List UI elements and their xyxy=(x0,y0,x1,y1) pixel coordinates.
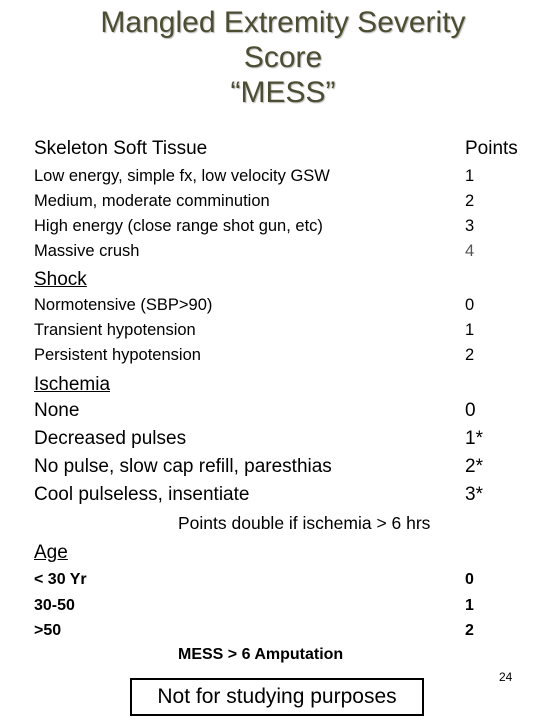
points-value: 4 xyxy=(465,242,475,260)
points-value: 2 xyxy=(465,346,475,364)
title-line-2: Score xyxy=(243,41,323,74)
list-item: No pulse, slow cap refill, paresthias xyxy=(34,456,332,477)
list-item: Low energy, simple fx, low velocity GSW xyxy=(34,167,330,185)
slide-title xyxy=(0,5,540,110)
skeleton-labels xyxy=(34,164,330,264)
points-value: 0 xyxy=(465,400,476,421)
list-item: 30-50 xyxy=(34,596,75,614)
list-item: >50 xyxy=(34,622,62,639)
points-value: 3* xyxy=(465,484,483,505)
list-item: Persistent hypotension xyxy=(34,346,201,364)
list-item: < 30 Yr xyxy=(34,571,87,588)
points-value: 2* xyxy=(465,456,483,477)
shock-points xyxy=(465,293,474,368)
list-item: Cool pulseless, insentiate xyxy=(34,484,250,505)
list-item: Decreased pulses xyxy=(34,428,187,449)
points-value: 1 xyxy=(465,321,475,339)
age-points xyxy=(465,567,474,644)
points-value: 3 xyxy=(465,217,475,235)
amputation-threshold: MESS > 6 Amputation xyxy=(178,646,344,663)
ischemia-points xyxy=(465,397,483,509)
stamp-text: Not for studying purposes xyxy=(157,685,397,708)
watermark-stamp xyxy=(130,678,424,716)
points-value: 2 xyxy=(465,622,474,639)
list-item: Medium, moderate comminution xyxy=(34,192,270,210)
list-item: High energy (close range shot gun, etc) xyxy=(34,217,323,235)
points-value: 0 xyxy=(465,571,474,588)
list-item: Transient hypotension xyxy=(34,321,196,339)
shock-heading: Shock xyxy=(34,269,87,290)
points-value: 1* xyxy=(465,428,483,449)
page-number: 24 xyxy=(499,670,513,684)
points-value: 0 xyxy=(465,296,475,314)
age-heading: Age xyxy=(34,542,68,563)
ischemia-labels xyxy=(34,397,332,509)
ischemia-heading: Ischemia xyxy=(34,374,111,395)
title-line-1: Mangled Extremity Severity xyxy=(100,6,466,39)
list-item: None xyxy=(34,400,80,421)
list-item: Massive crush xyxy=(34,242,140,260)
skeleton-points xyxy=(465,164,474,264)
points-heading: Points xyxy=(465,138,518,159)
age-labels xyxy=(34,567,87,644)
shock-labels xyxy=(34,293,212,368)
points-value: 1 xyxy=(465,596,474,614)
points-value: 2 xyxy=(465,192,475,210)
title-line-3: “MESS” xyxy=(230,76,336,109)
skeleton-heading: Skeleton Soft Tissue xyxy=(34,138,208,159)
points-value: 1 xyxy=(465,167,475,185)
ischemia-note: Points double if ischemia > 6 hrs xyxy=(178,513,431,533)
list-item: Normotensive (SBP>90) xyxy=(34,296,213,314)
